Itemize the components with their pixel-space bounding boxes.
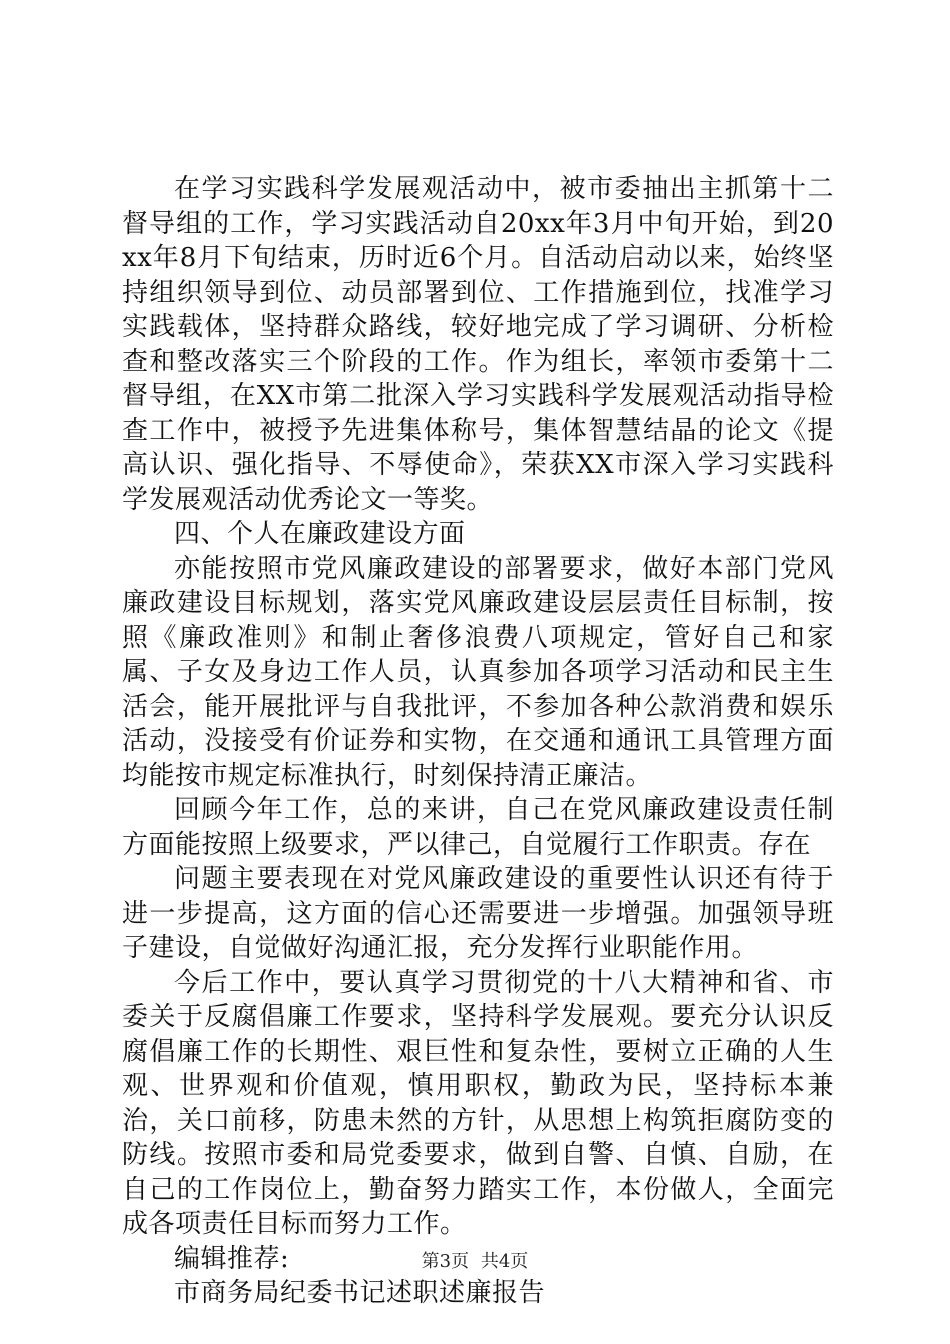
paragraph-problems: 问题主要表现在对党风廉政建设的重要性认识还有待于进一步提高，这方面的信心还需要进一步增强。加强领导班子建设，自觉做好沟通汇报，充分发挥行业职能作用。 xyxy=(122,864,834,963)
paragraph-study-practice: 在学习实践科学发展观活动中，被市委抽出主抓第十二督导组的工作，学习实践活动自20xx年3月中旬开始，到20xx年8月下旬结束，历时近6个月。自活动启动以来，始终坚持组织领导到位、动员部署到位、工作措施到位，找准学习实践载体，坚持群众路线，较好地完成了学习调研、分析检查和整改落实三个阶段的工作。作为组长，率领市委第十二督导组，在XX市第二批深入学习实践科学发展观活动指导检查工作中，被授予先进集体称号，集体智慧结晶的论文《提高认识、强化指导、不辱使命》，荣获XX市深入学习实践科学发展观活动优秀论文一等奖。 xyxy=(122,174,834,515)
page-number: 第3页 xyxy=(421,1251,470,1272)
page-total: 共4页 xyxy=(480,1251,529,1272)
paragraph-integrity-work: 亦能按照市党风廉政建设的部署要求，做好本部门党风廉政建设目标规划，落实党风廉政建设层层责任目标制，按照《廉政准则》和制止奢侈浪费八项规定，管好自己和家属、子女及身边工作人员，认真参加各项学习活动和民主生活会，能开展批评与自我批评，不参加各种公款消费和娱乐活动，没接受有价证券和实物，在交通和通讯工具管理方面均能按市规定标准执行，时刻保持清正廉洁。 xyxy=(122,553,834,791)
page-footer xyxy=(0,1250,950,1274)
section-heading-integrity: 四、个人在廉政建设方面 xyxy=(174,519,466,549)
editor-recommendation-label: 编辑推荐: xyxy=(174,1243,290,1274)
recommended-article-link[interactable]: 市商务局纪委书记述职述廉报告 xyxy=(174,1278,546,1308)
document-body xyxy=(122,172,834,1311)
paragraph-future-work: 今后工作中，要认真学习贯彻党的十八大精神和省、市委关于反腐倡廉工作要求，坚持科学发展观。要充分认识反腐倡廉工作的长期性、艰巨性和复杂性，要树立正确的人生观、世界观和价值观，慎用职权，勤政为民，坚持标本兼治，关口前移，防患未然的方针，从思想上构筑拒腐防变的防线。按照市委和局党委要求，做到自警、自慎、自励，在自己的工作岗位上，勤奋努力踏实工作，本份做人，全面完成各项责任目标而努力工作。 xyxy=(122,967,834,1239)
paragraph-review: 回顾今年工作，总的来讲，自己在党风廉政建设责任制方面能按照上级要求，严以律己，自觉履行工作职责。存在 xyxy=(122,795,834,860)
